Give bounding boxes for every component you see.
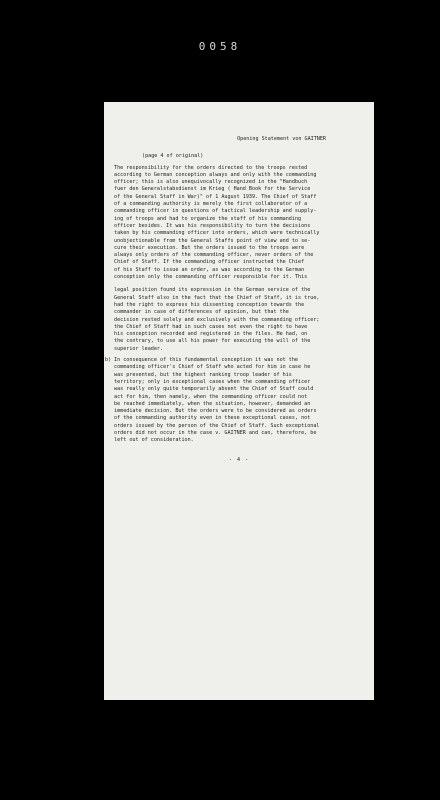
text-line: the Chief of Staff had in such cases not even the right to have	[114, 323, 308, 330]
microfilm-frame-number: 0058	[198, 40, 242, 53]
paragraph-legal-position	[114, 287, 364, 353]
item-b-text	[114, 357, 319, 445]
text-line: unobjectionable from the General Staffs point of view and to se-	[114, 237, 311, 244]
text-line: his conception recorded and registered in the files. He had, on	[114, 331, 308, 338]
text-line: was prevented, but the highest ranking troop leader of his	[114, 371, 292, 378]
text-line: decision rested solely and exclusively with the commanding officer;	[114, 316, 320, 323]
text-line: superior leader.	[114, 345, 164, 352]
item-b	[105, 357, 364, 445]
text-line: The responsibility for the orders directed to the troops rested	[114, 164, 308, 171]
text-line: orders issued by the person of the Chief of Staff. Such exceptional	[114, 422, 320, 429]
paragraph-responsibility	[114, 165, 364, 282]
text-line: ing of troops and had to organize the staff of his commanding	[114, 215, 302, 222]
text-line: commanding officer's Chief of Staff who acted for him in case he	[114, 364, 311, 371]
text-line: was really only quite temporarily absent the Chief of Staff could	[114, 386, 314, 393]
text-line: Chief of Staff. If the commanding officer instructed the Chief	[114, 259, 305, 266]
text-line: territory; only in exceptional cases when the commanding officer	[114, 378, 311, 385]
text-line: be reached immediately, when the situation, however, demanded an	[114, 400, 311, 407]
text-line: orders did not occur in the case v. GAITNER and can, therefore, be	[114, 429, 317, 436]
text-line: commander in case of differences of opinion, but that the	[114, 309, 289, 316]
text-line: fuer den Generalstabsdienst im Krieg ( Hand Book for the Service	[114, 186, 311, 193]
text-line: act for him, then namely, when the commanding officer could not	[114, 393, 308, 400]
text-line: conception only the commanding officer responsible for it. This	[114, 274, 308, 281]
text-line: General Staff also in the fact that the Chief of Staff, it is true,	[114, 294, 320, 301]
text-line: of the commanding authority even in these exceptional cases, not	[114, 415, 311, 422]
document-page	[104, 102, 374, 700]
text-line: legal position found its expression in the German service of the	[114, 287, 311, 294]
text-line: according to German conception always and only with the commanding	[114, 171, 317, 178]
document-subheading: (page 4 of original)	[142, 153, 204, 160]
text-line: had the right to express his dissenting conception towards the	[114, 301, 305, 308]
text-line: of the General Staff in War)" of 1 August 1939. The Chief of Staff	[114, 193, 317, 200]
text-line: of his Staff to issue an order, as was according to the German	[114, 266, 305, 273]
document-heading: Opening Statement von GAITNER	[237, 136, 326, 142]
text-line: taken by his commanding officer into orders, which were technically	[114, 230, 320, 237]
text-line: officer besides. It was his responsibility to turn the decisions	[114, 222, 311, 229]
text-line: the contrary, to use all his power for executing the will of the	[114, 338, 311, 345]
page-number: - 4 -	[228, 456, 250, 463]
text-line: always only orders of the commanding officer, never orders of the	[114, 252, 314, 259]
text-line: In consequence of this fundamental conception it was not the	[114, 357, 299, 364]
item-b-marker: b)	[105, 357, 112, 364]
text-line: cure their execution. But the orders issued to the troops were	[114, 244, 305, 251]
text-line: left out of consideration.	[114, 437, 194, 444]
text-line: of a commanding authority is merely the first collaborator of a	[114, 201, 308, 208]
text-line: immediate decision. But the orders were to be considered as orders	[114, 408, 317, 415]
text-line: officer; this is also unequivocally recognized in the "Handbuch	[114, 179, 308, 186]
text-line: commanding officer in questions of tactical leadership and supply-	[114, 208, 317, 215]
